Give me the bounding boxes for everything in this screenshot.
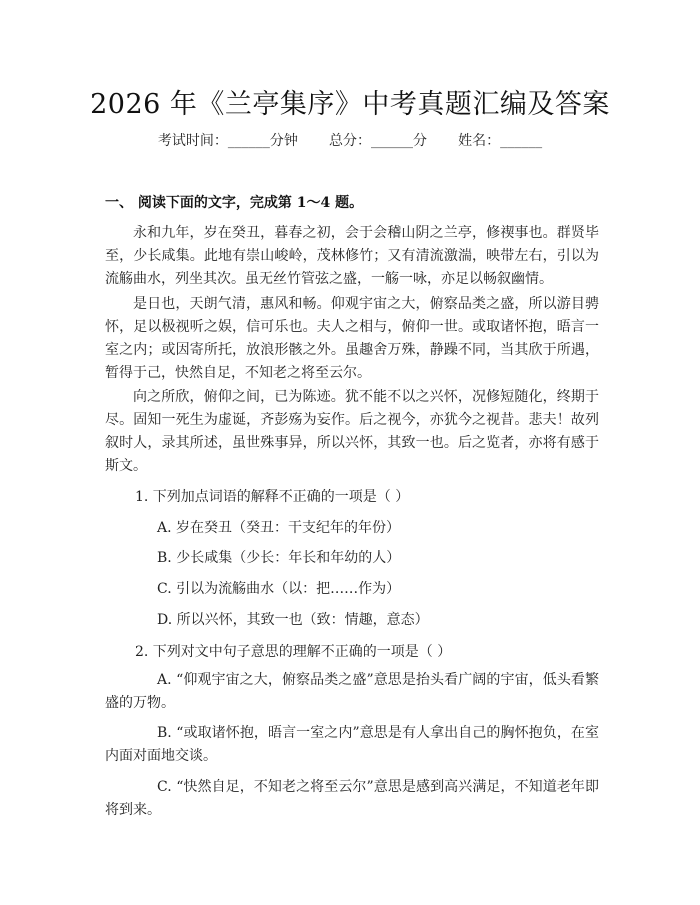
question-1-option-b: B. 少长咸集（少长：年长和年幼的人） xyxy=(157,550,401,566)
exam-score: 总分：______分 xyxy=(329,133,427,149)
question-2-option-b: B. “或取诸怀抱，晤言一室之内”意思是有人拿出自己的胸怀抱负，在室内面对面地交谈。 xyxy=(105,725,599,764)
passage-paragraph-3: 向之所欣，俯仰之间，已为陈迹。犹不能不以之兴怀，况修短随化，终期于尽。固知一死生为虚诞，齐彭殇为妄作。后之视今，亦犹今之视昔。悲夫！故列叙时人，录其所述，虽世殊事异，所以兴怀，其致一也。后之览者，亦将有感于斯文。 xyxy=(105,389,599,474)
question-1-option-d: D. 所以兴怀，其致一也（致：情趣，意态） xyxy=(157,612,429,628)
question-2-option-a: A. “仰观宇宙之大，俯察品类之盛”意思是抬头看广阔的宇宙，低头看繁盛的万物。 xyxy=(105,672,599,711)
exam-meta xyxy=(0,130,700,150)
page-title: 2026 年《兰亭集序》中考真题汇编及答案 xyxy=(90,89,610,120)
student-name: 姓名：______ xyxy=(458,133,543,149)
question-2-stem: 2. 下列对文中句子意思的理解不正确的一项是（ ） xyxy=(135,644,452,660)
question-2-option-c: C. “快然自足，不知老之将至云尔”意思是感到高兴满足，不知道老年即将到来。 xyxy=(105,779,599,818)
section-heading: 一、 阅读下面的文字，完成第 1～4 题。 xyxy=(105,195,364,211)
question-1-option-c: C. 引以为流觞曲水（以：把……作为） xyxy=(157,581,401,597)
question-1-option-a: A. 岁在癸丑（癸丑：干支纪年的年份） xyxy=(157,520,401,536)
exam-time: 考试时间：______分钟 xyxy=(157,133,298,149)
question-1-stem: 1. 下列加点词语的解释不正确的一项是（ ） xyxy=(135,489,410,505)
passage-paragraph-2: 是日也，天朗气清，惠风和畅。仰观宇宙之大，俯察品类之盛，所以游目骋怀，足以极视听之娱，信可乐也。夫人之相与，俯仰一世。或取诸怀抱，晤言一室之内；或因寄所托，放浪形骸之外。虽趣舍万殊，静躁不同，当其欣于所遇，暂得于己，快然自足，不知老之将至云尔。 xyxy=(105,296,599,381)
passage-paragraph-1: 永和九年，岁在癸丑，暮春之初，会于会稽山阴之兰亭，修禊事也。群贤毕至，少长咸集。此地有崇山峻岭，茂林修竹；又有清流激湍，映带左右，引以为流觞曲水，列坐其次。虽无丝竹管弦之盛，一觞一咏，亦足以畅叙幽情。 xyxy=(105,225,599,287)
